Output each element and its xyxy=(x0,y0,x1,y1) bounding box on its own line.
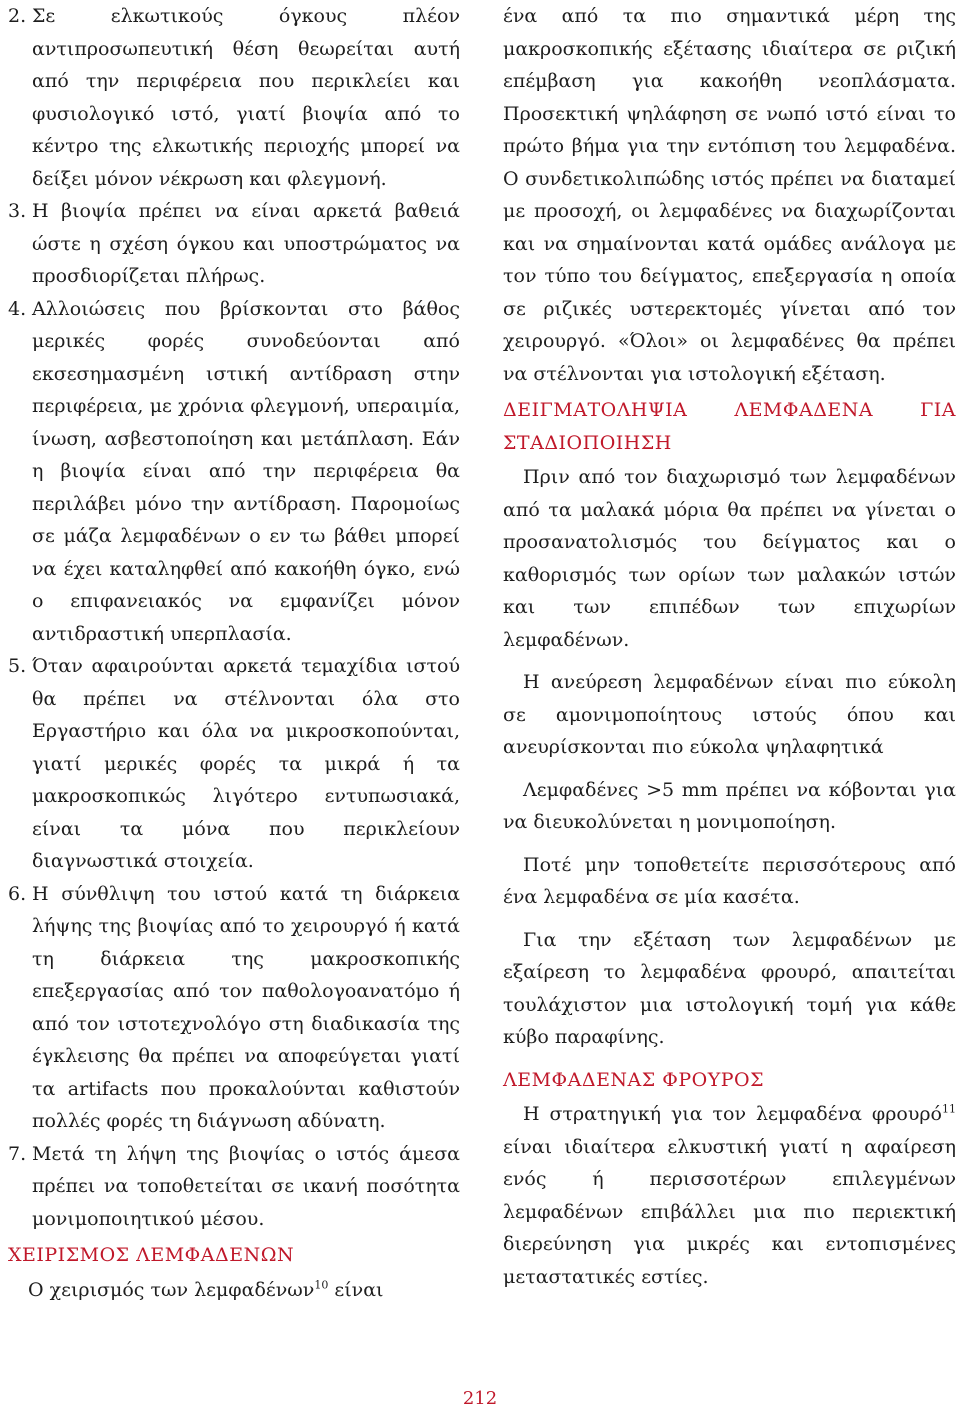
left-column xyxy=(8,0,460,1306)
paragraph: Λεμφαδένες >5 mm πρέπει να κόβονται για να διευκολύνεται η μονιμοποίηση. xyxy=(503,778,956,833)
list-item xyxy=(8,293,460,651)
list-text: Σε ελκωτικούς όγκους πλέον αντιπροσωπευτική θέση θεωρείται αυτή από την περιφέρεια που περικλείει και φυσιολογικό ιστό, γιατί βιοψία από το κέντρο της ελκωτικής περιοχής μπορεί να δείξει μόνον νέκρωση και φλεγμονή. xyxy=(32,5,460,190)
page-number: 212 xyxy=(462,1388,498,1409)
list-number: 3. xyxy=(8,200,27,222)
paragraph-text: Ο χειρισμός των λεμφαδένων xyxy=(28,1278,315,1301)
section-heading-sentinel-node: ΛΕΜΦΑΔΕΝΑΣ ΦΡΟΥΡΟΣ xyxy=(503,1068,765,1091)
list-text: Η βιοψία πρέπει να είναι αρκετά βαθειά ώστε η σχέση όγκου και υποστρώματος να προσδιορίζεται πλήρως. xyxy=(32,200,460,287)
paragraph: Ποτέ μην τοποθετείτε περισσότερους από ένα λεμφαδένα σε μία κασέτα. xyxy=(503,853,956,908)
list-item xyxy=(8,0,460,195)
list-item xyxy=(8,195,460,293)
list-text: Η σύνθλιψη του ιστού κατά τη διάρκεια λήψης της βιοψίας από το χειρουργό ή κατά τη διάρκεια της μακροσκοπικής επεξεργασίας από τον παθολογοανατόμο ή από τον ιστοτεχνολόγο στη διαδικασία της έγκλεισης θα πρέπει να αποφεύγεται γιατί τα artifacts που προκαλούνται καθιστούν πολλές φορές τη διάγνωση αδύνατη. xyxy=(32,882,460,1132)
list-item xyxy=(8,650,460,878)
paragraph xyxy=(503,1098,956,1293)
section-heading-staging-sampling: ΔΕΙΓΜΑΤΟΛΗΨΙΑ ΛΕΜΦΑΔΕΝΑ ΓΙΑ ΣΤΑΔΙΟΠΟΙΗΣΗ xyxy=(503,399,956,454)
reference-superscript: 10 xyxy=(314,1278,329,1292)
list-text: Όταν αφαιρούνται αρκετά τεμαχίδια ιστού θα πρέπει να στέλνονται όλα στο Εργαστήριο και όλα να μικροσκοπούνται, γιατί μερικές φορές τα μικρά ή τα μακροσκοπικώς λιγότερο εντυπωσιακά, είναι τα μόνα που περικλείουν διαγνωστικά στοιχεία. xyxy=(32,655,460,872)
reference-superscript: 11 xyxy=(942,1102,956,1116)
list-text: Μετά τη λήψη της βιοψίας ο ιστός άμεσα πρέπει να τοποθετείται σε ικανή ποσότητα μονιμοποιητικού μέσου. xyxy=(32,1142,460,1230)
section-heading-lymph-node-handling: ΧΕΙΡΙΣΜΟΣ ΛΕΜΦΑΔΕΝΩΝ xyxy=(8,1244,295,1266)
list-item xyxy=(8,878,460,1138)
list-number: 2. xyxy=(8,5,27,27)
paragraph: ένα από τα πιο σημαντικά μέρη της μακροσκοπικής εξέτασης ιδιαίτερα σε ριζική επέμβαση για κακοήθη νεοπλάσματα. Προσεκτική ψηλάφηση σε νωπό ιστό είναι το πρώτο βήμα για την εντόπιση του λεμφαδένα. Ο συνδετικολιπώδης ιστός πρέπει να διαταμεί με προσοχή, οι λεμφαδένες να διαχωρίζονται και να σημαίνονται κατά ομάδες ανάλογα με τον τύπο του δείγματος, επεξεργασία η οποία σε ριζικές υστερεκτομές γίνεται από τον χειρουργό. «Όλοι» οι λεμφαδένες θα πρέπει να στέλνονται για ιστολογική εξέταση. xyxy=(503,5,956,385)
list-text: Αλλοιώσεις που βρίσκονται στο βάθος μερικές φορές συνοδεύονται από εκσεσημασμένη ιστική αντίδραση στην περιφέρεια, με χρόνια φλεγμονή, υπεραιμία, ίνωση, ασβεστοποίηση και μετάπλαση. Εάν η βιοψία είναι από την περιφέρεια θα περιλάβει μόνο την αντίδραση. Παρομοίως σε μάζα λεμφαδένων ο εν τω βάθει μπορεί να έχει καταληφθεί από κακοήθη όγκο, ενώ ο επιφανειακός να εμφανίζει μόνον αντιδραστική υπερπλασία. xyxy=(32,297,460,645)
list-item xyxy=(8,1138,460,1236)
paragraph-tail: είναι ιδιαίτερα ελκυστική γιατί η αφαίρεση ενός ή περισσοτέρων επιλεγμένων λεμφαδένων επιβάλλει μια πιο περιεκτική διερεύνηση για μικρές και εντοπισμένες μεταστατικές εστίες. xyxy=(503,1135,956,1288)
list-number: 6. xyxy=(8,882,27,905)
paragraph: Για την εξέταση των λεμφαδένων με εξαίρεση το λεμφαδένα φρουρό, απαιτείται τουλάχιστον μια ιστολογική τομή για κάθε κύβο παραφίνης. xyxy=(503,928,956,1048)
paragraph xyxy=(8,1274,460,1307)
list-number: 4. xyxy=(8,297,27,320)
list-number: 7. xyxy=(8,1142,27,1165)
list-number: 5. xyxy=(8,655,27,677)
paragraph-tail: είναι xyxy=(328,1278,384,1301)
paragraph-text: Η στρατηγική για τον λεμφαδένα φρουρό xyxy=(523,1103,942,1125)
paragraph: Η ανεύρεση λεμφαδένων είναι πιο εύκολη σε αμονιμοποίητους ιστούς όπου και ανευρίσκονται πιο εύκολα ψηλαφητικά xyxy=(503,671,956,758)
paragraph: Πριν από τον διαχωρισμό των λεμφαδένων από τα μαλακά μόρια θα πρέπει να γίνεται ο προσανατολισμός του δείγματος και ο καθορισμός των ορίων των μαλακών ιστών και των επιπέδων των επιχωρίων λεμφαδένων. xyxy=(503,466,956,651)
right-column xyxy=(503,0,956,1293)
